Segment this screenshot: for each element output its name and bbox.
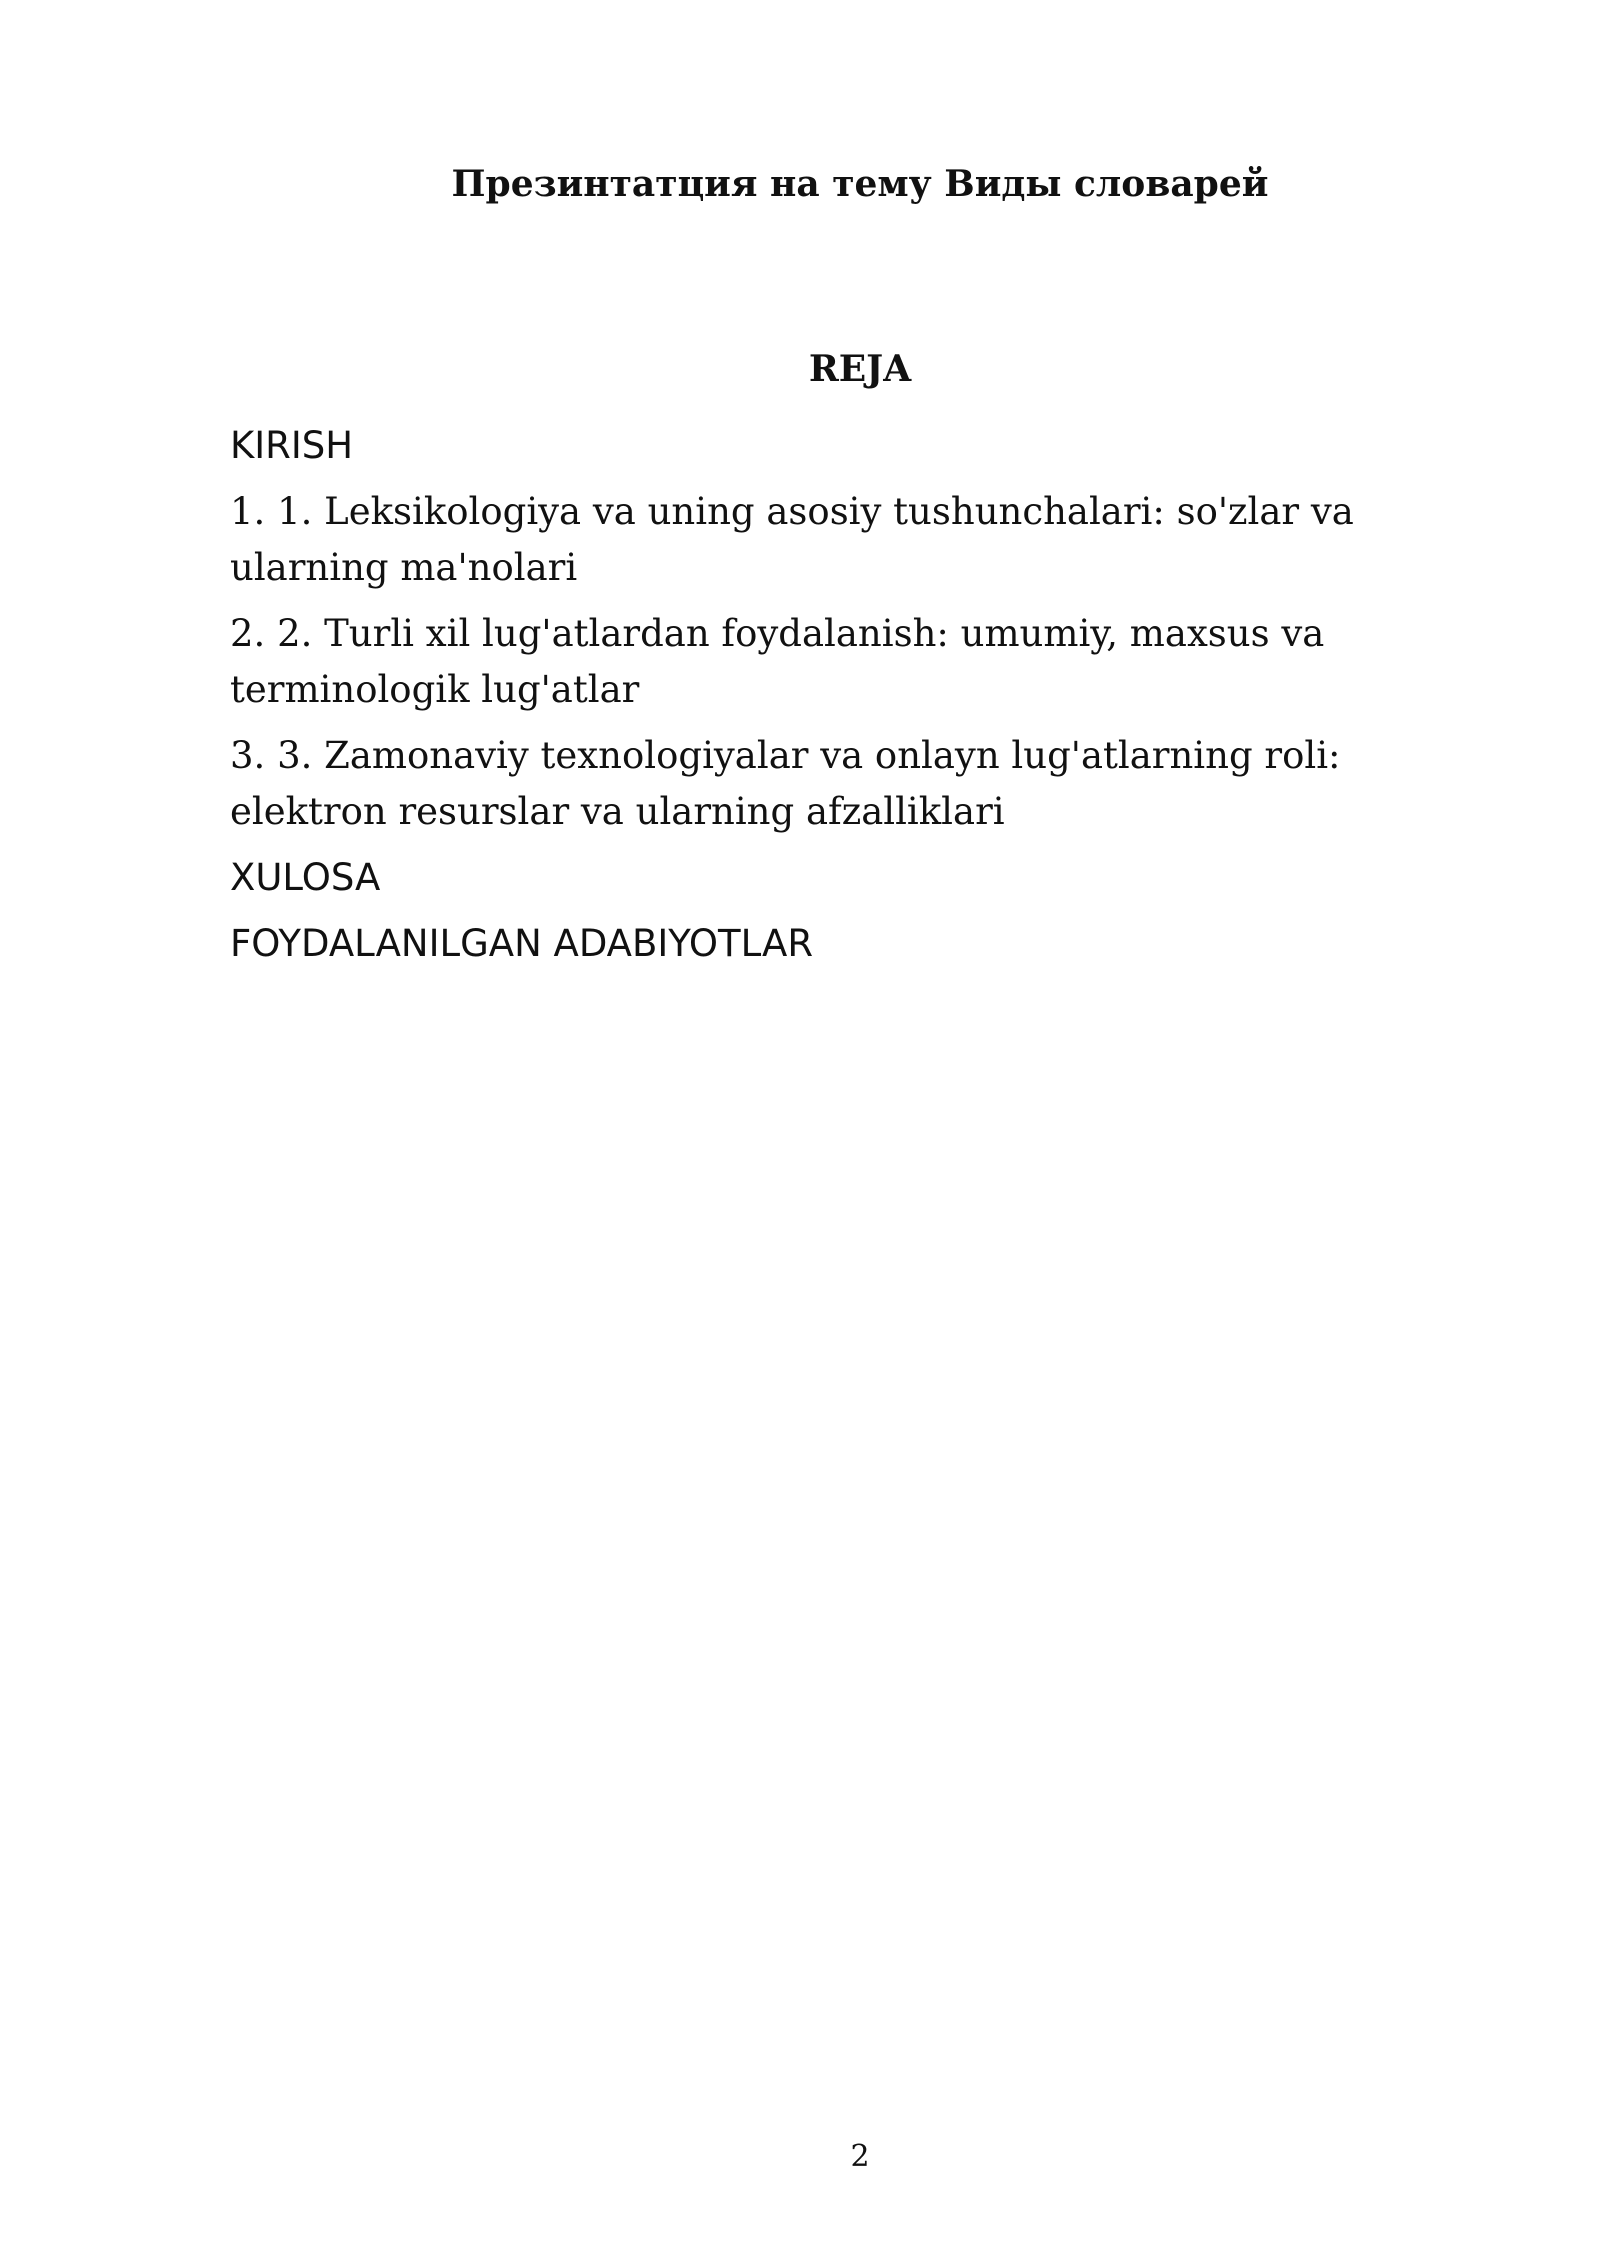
plan-item-3: 3. 3. Zamonaviy texnologiyalar va onlayn lug'atlarning roli: elektron resurslar va ularning afzalliklari [230,734,1341,833]
plan-item-conclusion: XULOSA [230,856,381,899]
page-number: 2 [850,2139,870,2174]
plan-item-1: 1. 1. Leksikologiya va uning asosiy tushunchalari: so'zlar va ularning ma'nolari [230,490,1354,589]
plan-heading: REJA [808,348,912,390]
plan-list [230,418,1410,982]
plan-item-references: FOYDALANILGAN ADABIYOTLAR [230,922,814,965]
page-title: Презинтатция на тему Виды словарей [451,163,1269,205]
plan-item-2: 2. 2. Turli xil lug'atlardan foydalanish: umumiy, maxsus va terminologik lug'atlar [230,612,1325,711]
plan-item-introduction: KIRISH [230,424,354,467]
